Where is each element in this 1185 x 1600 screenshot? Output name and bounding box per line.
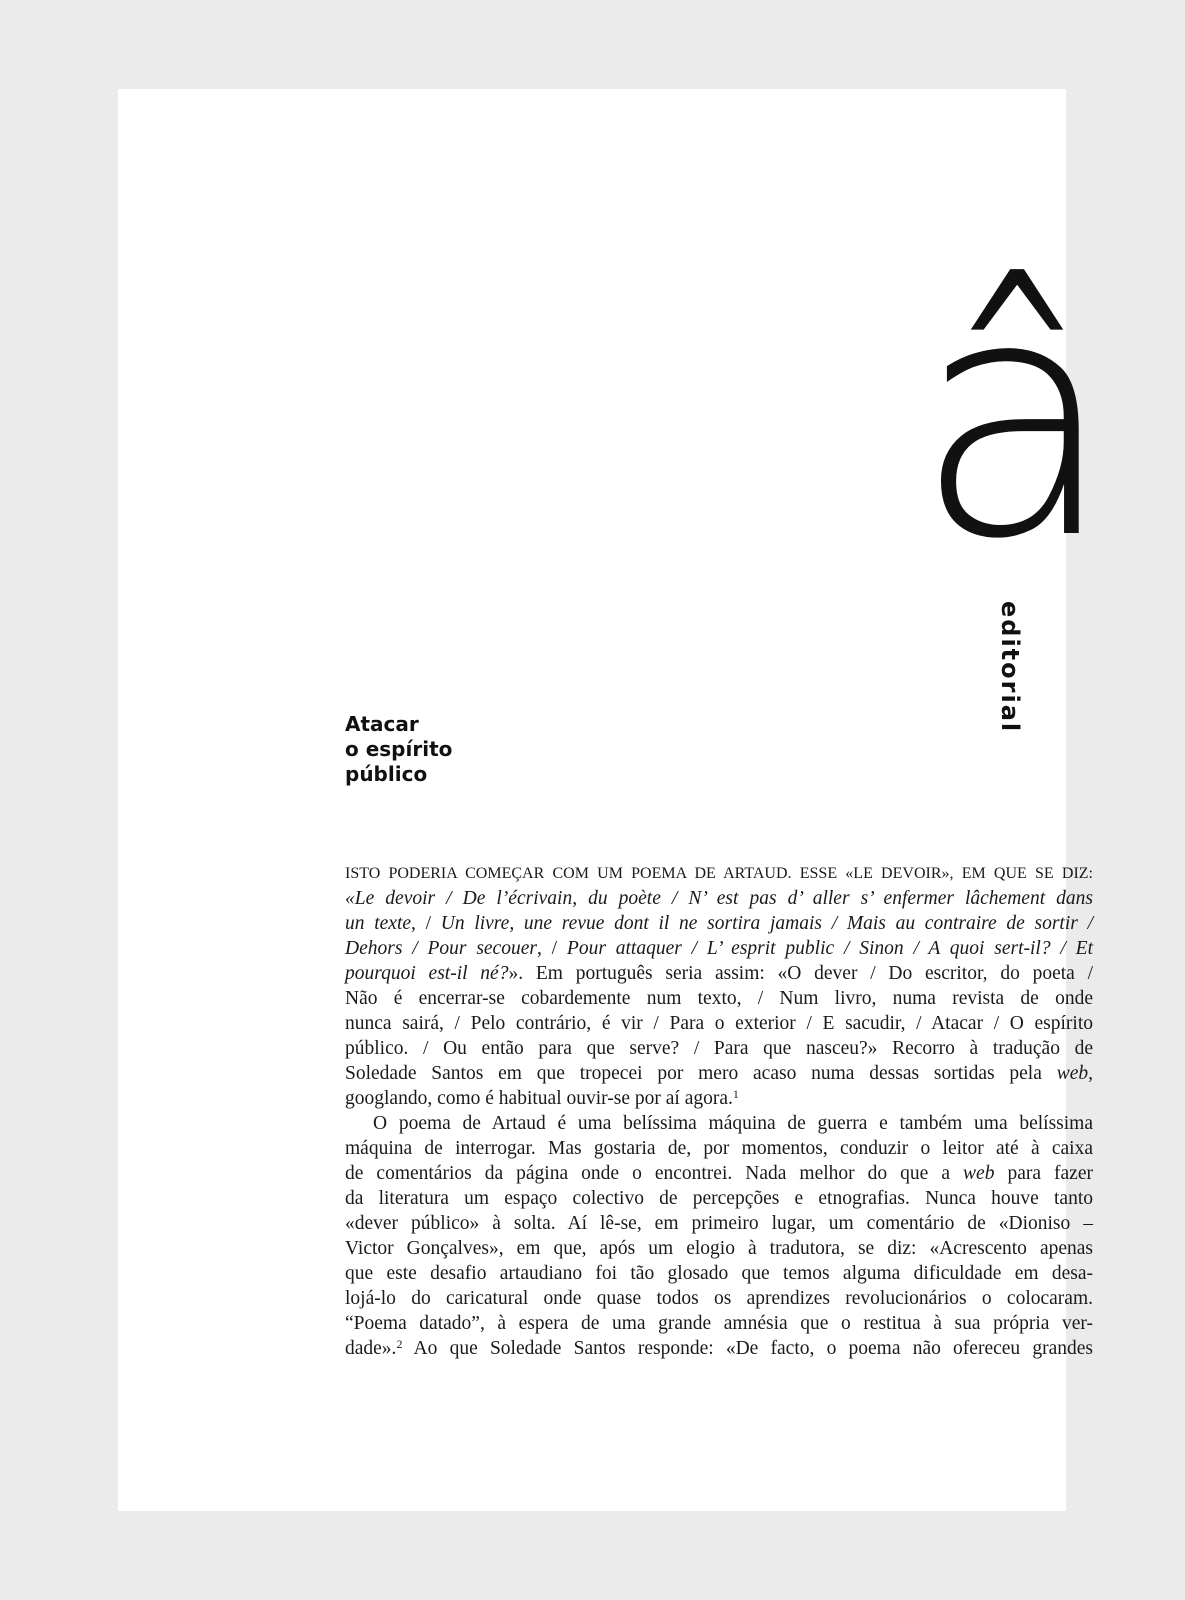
text-segment: nunca sairá, / Pelo contrário, é vir / Para o exterior / E sacudir, / Atacar / O espírito (345, 1013, 1093, 1034)
section-label: editorial (996, 601, 1024, 734)
text-segment: Un livre, une revue dont il ne sortira jamais / Mais au contraire de sortir / (440, 913, 1093, 934)
text-line (345, 1011, 1093, 1036)
text-line (345, 1311, 1093, 1336)
text-segment: ». Em português seria assim: «O dever / Do escritor, do poeta / (508, 963, 1093, 984)
title-line: Atacar (345, 712, 419, 736)
text-segment: público. / Ou então para que serve? / Para que nasceu?» Recorro à tradução de (345, 1038, 1093, 1059)
text-line (345, 1236, 1093, 1261)
article-title (345, 712, 452, 787)
text-line (345, 861, 1093, 886)
text-line (345, 1061, 1093, 1086)
text-segment: web (1056, 1063, 1089, 1084)
text-segment: Pour attaquer / L’ esprit public / Sinon / A quoi sert-il? / Et (566, 938, 1093, 959)
text-segment: Soledade Santos em que tropecei por mero acaso numa dessas sortidas pela (345, 1063, 1057, 1084)
article-body (345, 861, 1093, 1361)
text-segment: pourquoi est-il né? (345, 963, 509, 984)
text-line (345, 886, 1093, 911)
text-segment: Não é encerrar-se cobardemente num texto, / Num livro, numa revista de onde (345, 988, 1093, 1009)
text-segment: de comentários da página onde o encontrei. Nada melhor do que a (345, 1163, 964, 1184)
title-line: público (345, 762, 428, 786)
text-segment: , / (536, 938, 567, 959)
text-line (345, 1336, 1093, 1361)
text-segment: “Poema datado”, à espera de uma grande amnésia que o restitua à sua própria ver- (345, 1313, 1093, 1334)
text-line (345, 911, 1093, 936)
text-segment: ISTO PODERIA COMEÇAR COM UM POEMA DE ARTAUD. ESSE «LE DEVOIR», EM QUE SE DIZ: (345, 865, 1093, 882)
text-segment: «dever público» à solta. Aí lê-se, em primeiro lugar, um comentário de «Dioniso – (345, 1213, 1093, 1234)
text-line (345, 1036, 1093, 1061)
text-segment: , / (411, 913, 441, 934)
text-line (345, 1211, 1093, 1236)
text-line (345, 961, 1093, 986)
text-segment: Victor Gonçalves», em que, após um elogio à tradutora, se diz: «Acrescento apenas (345, 1238, 1093, 1259)
text-segment: web (963, 1163, 995, 1184)
text-segment: máquina de interrogar. Mas gostaria de, por momentos, conduzir o leitor até à caixa (345, 1138, 1093, 1159)
text-segment: lojá-lo do caricatural onde quase todos os aprendizes revolucionários o colocaram. (345, 1288, 1093, 1309)
title-line: o espírito (345, 737, 453, 761)
text-segment: que este desafio artaudiano foi tão glosado que temos alguma dificuldade em desa- (345, 1263, 1093, 1284)
text-line (345, 1086, 1093, 1111)
text-segment: dade». (345, 1338, 397, 1359)
text-segment: da literatura um espaço colectivo de percepções e etnografias. Nunca houve tanto (345, 1188, 1093, 1209)
text-line (345, 1186, 1093, 1211)
text-line (345, 936, 1093, 961)
text-segment: para fazer (994, 1163, 1093, 1184)
text-line (345, 1286, 1093, 1311)
text-line (345, 986, 1093, 1011)
footnote-ref: 1 (732, 1087, 739, 1101)
text-line (345, 1261, 1093, 1286)
text-segment: googlando, como é habitual ouvir-se por aí agora. (345, 1088, 733, 1109)
text-line (345, 1136, 1093, 1161)
logo-glyph: â (913, 227, 1117, 611)
text-segment: «Le devoir / De l’écrivain, du poète / N’ est pas d’ aller s’ enfermer lâchement dans (345, 888, 1093, 909)
text-segment: Dehors / Pour secouer (345, 938, 537, 959)
text-segment: , (1088, 1063, 1093, 1084)
text-segment: Ao que Soledade Santos responde: «De facto, o poema não ofereceu grandes (402, 1338, 1093, 1359)
text-line (345, 1161, 1093, 1186)
text-line (345, 1111, 1093, 1136)
page (118, 89, 1117, 1511)
text-segment: un texte (345, 913, 412, 934)
text-segment: O poema de Artaud é uma belíssima máquina de guerra e também uma belíssima (373, 1113, 1093, 1134)
footnote-ref: 2 (396, 1337, 403, 1351)
